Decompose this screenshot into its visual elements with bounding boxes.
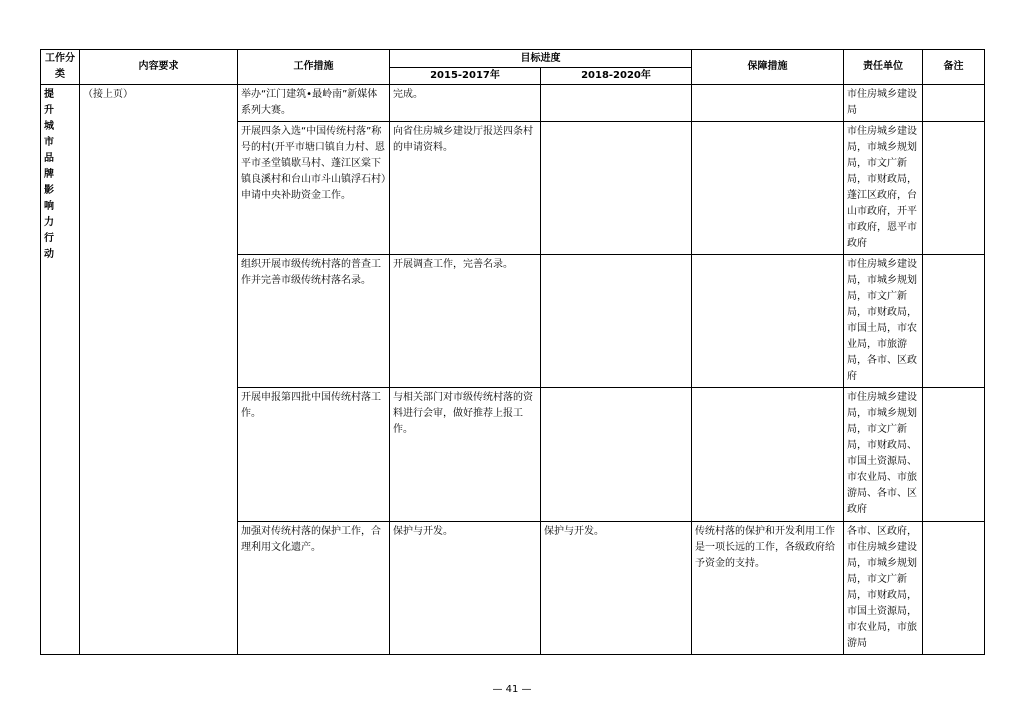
header-content: 内容要求 [80, 50, 238, 85]
continued-note: （接上页） [83, 89, 133, 100]
period1-cell: 开展调查工作，完善名录。 [390, 255, 541, 388]
header-category: 工作分类 [41, 50, 80, 85]
period1-cell: 完成。 [390, 85, 541, 122]
remarks-cell [923, 122, 985, 255]
guarantee-cell [692, 85, 844, 122]
work-plan-table [40, 49, 985, 655]
period1-cell: 保护与开发。 [390, 522, 541, 655]
remarks-cell [923, 522, 985, 655]
measure-cell: 开展申报第四批中国传统村落工作。 [238, 388, 390, 522]
header-measures: 工作措施 [238, 50, 390, 85]
header-responsible: 责任单位 [844, 50, 923, 85]
remarks-cell [923, 255, 985, 388]
header-remarks: 备注 [923, 50, 985, 85]
header-period-2015-2017: 2015-2017年 [390, 68, 541, 85]
measure-cell: 开展四条入选“中国传统村落”称号的村(开平市塘口镇自力村、恩平市圣堂镇歇马村、蓬江区棠下镇良溪村和台山市斗山镇浮石村）申请中央补助资金工作。 [238, 122, 390, 255]
period2-cell [541, 388, 692, 522]
header-period-2018-2020: 2018-2020年 [541, 68, 692, 85]
measure-cell: 加强对传统村落的保护工作，合理利用文化遗产。 [238, 522, 390, 655]
responsible-cell: 市住房城乡建设局，市城乡规划局，市文广新局，市财政局，市国土局，市农业局，市旅游局，各市、区政府 [844, 255, 923, 388]
guarantee-cell [692, 255, 844, 388]
table-row [41, 85, 985, 122]
period2-cell: 保护与开发。 [541, 522, 692, 655]
period1-cell: 与相关部门对市级传统村落的资料进行会审，做好推荐上报工作。 [390, 388, 541, 522]
period2-cell [541, 255, 692, 388]
remarks-cell [923, 388, 985, 522]
responsible-cell: 市住房城乡建设局 [844, 85, 923, 122]
period2-cell [541, 122, 692, 255]
measure-cell: 举办“江门建筑•最岭南”新媒体系列大赛。 [238, 85, 390, 122]
remarks-cell [923, 85, 985, 122]
guarantee-cell [692, 388, 844, 522]
responsible-cell: 市住房城乡建设局，市城乡规划局，市文广新局，市财政局、市国土资源局、市农业局、市旅游局、各市、区政府 [844, 388, 923, 522]
category-cell [41, 85, 80, 655]
responsible-cell: 各市、区政府，市住房城乡建设局，市城乡规划局，市文广新局，市财政局，市国土资源局，市农业局，市旅游局 [844, 522, 923, 655]
measure-cell: 组织开展市级传统村落的普查工作并完善市级传统村落名录。 [238, 255, 390, 388]
guarantee-cell [692, 122, 844, 255]
period2-cell [541, 85, 692, 122]
header-target-progress: 目标进度 [390, 50, 692, 68]
content-cell [80, 85, 238, 655]
responsible-cell: 市住房城乡建设局，市城乡规划局，市文广新局，市财政局，蓬江区政府，台山市政府，开平市政府，恩平市政府 [844, 122, 923, 255]
guarantee-cell: 传统村落的保护和开发利用工作是一项长远的工作，各级政府给予资金的支持。 [692, 522, 844, 655]
period1-cell: 向省住房城乡建设厅报送四条村的申请资料。 [390, 122, 541, 255]
header-guarantee: 保障措施 [692, 50, 844, 85]
category-label: 提升城市品牌影响力行动 [44, 89, 54, 260]
page-number: — 41 — [492, 684, 532, 695]
